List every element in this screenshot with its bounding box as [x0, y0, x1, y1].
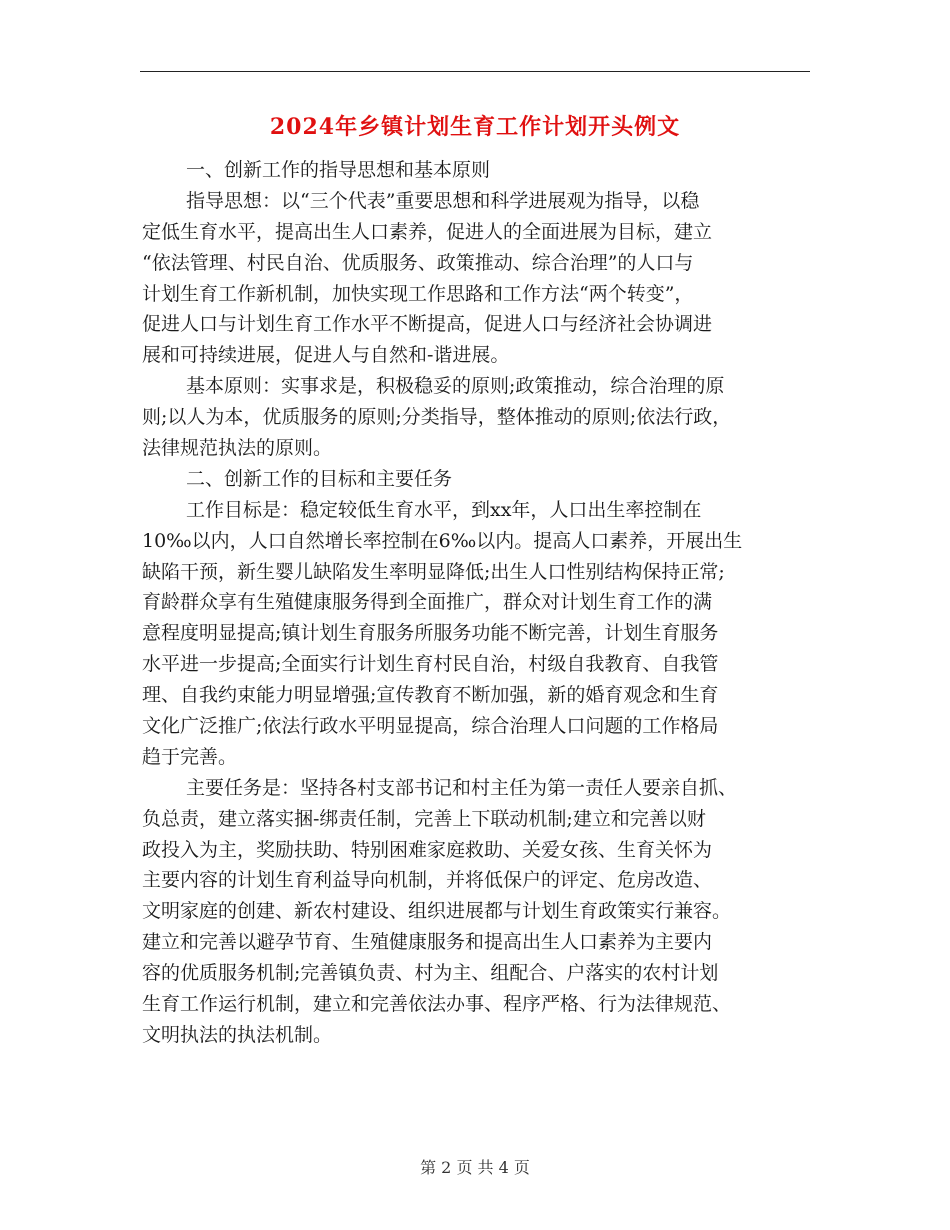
text-line: 文化广泛推广;依法行政水平明显提高，综合治理人口问题的工作格局	[142, 715, 719, 738]
text-line: 定低生育水平，提高出生人口素养，促进人的全面进展为目标，建立	[142, 220, 713, 243]
text-line: 生育工作运行机制，建立和完善依法办事、程序严格、行为法律规范、	[142, 993, 732, 1016]
text-line: 文明执法的执法机制。	[142, 1023, 333, 1046]
text-line: 缺陷干预，新生婴儿缺陷发生率明显降低;出生人口性别结构保持正常;	[142, 560, 725, 583]
text-line: 10‰以内，人口自然增长率控制在6‰以内。提高人口素养，开展出生	[142, 529, 743, 552]
text-line: “依法管理、村民自治、优质服务、政策推动、综合治理”的人口与	[142, 251, 694, 274]
page-number: 第 2 页 共 4 页	[420, 1158, 530, 1177]
text-line: 二、创新工作的目标和主要任务	[186, 467, 453, 490]
text-line: 基本原则：实事求是，积极稳妥的原则;政策推动，综合治理的原	[186, 375, 725, 398]
text-line: 水平进一步提高;全面实行计划生育村民自治，村级自我教育、自我管	[142, 653, 719, 676]
text-line: 理、自我约束能力明显增强;宣传教育不断加强，新的婚育观念和生育	[142, 684, 719, 707]
header-rule	[140, 71, 810, 72]
text-line: 展和可持续进展，促进人与自然和-谐进展。	[142, 344, 510, 367]
document-title: 2024年乡镇计划生育工作计划开头例文	[269, 114, 681, 140]
text-line: 政投入为主，奖励扶助、特别困难家庭救助、关爱女孩、生育关怀为	[142, 838, 713, 861]
text-line: 育龄群众享有生殖健康服务得到全面推广，群众对计划生育工作的满	[142, 591, 713, 614]
text-line: 计划生育工作新机制，加快实现工作思路和工作方法“两个转变”，	[142, 282, 694, 305]
text-line: 建立和完善以避孕节育、生殖健康服务和提高出生人口素养为主要内	[142, 931, 713, 954]
text-line: 趋于完善。	[142, 745, 238, 768]
text-line: 容的优质服务机制;完善镇负责、村为主、组配合、户落实的农村计划	[142, 962, 719, 985]
document-body	[142, 155, 810, 1051]
text-line: 主要内容的计划生育利益导向机制，并将低保户的评定、危房改造、	[142, 869, 713, 892]
text-line: 工作目标是：稳定较低生育水平，到xx年，人口出生率控制在	[186, 498, 702, 521]
text-line: 主要任务是：坚持各村支部书记和村主任为第一责任人要亲自抓、	[186, 776, 738, 799]
text-line: 负总责，建立落实捆-绑责任制，完善上下联动机制;建立和完善以财	[142, 807, 706, 830]
text-line: 法律规范执法的原则。	[142, 437, 333, 460]
text-line: 促进人口与计划生育工作水平不断提高，促进人口与经济社会协调进	[142, 313, 713, 336]
text-line: 意程度明显提高;镇计划生育服务所服务功能不断完善，计划生育服务	[142, 622, 719, 645]
text-line: 一、创新工作的指导思想和基本原则	[186, 159, 491, 181]
text-line: 指导思想：以“三个代表”重要思想和科学进展观为指导，以稳	[186, 189, 700, 212]
text-line: 则;以人为本，优质服务的原则;分类指导，整体推动的原则;依法行政，	[142, 406, 732, 429]
text-line: 文明家庭的创建、新农村建设、组织进展都与计划生育政策实行兼容。	[142, 900, 732, 923]
